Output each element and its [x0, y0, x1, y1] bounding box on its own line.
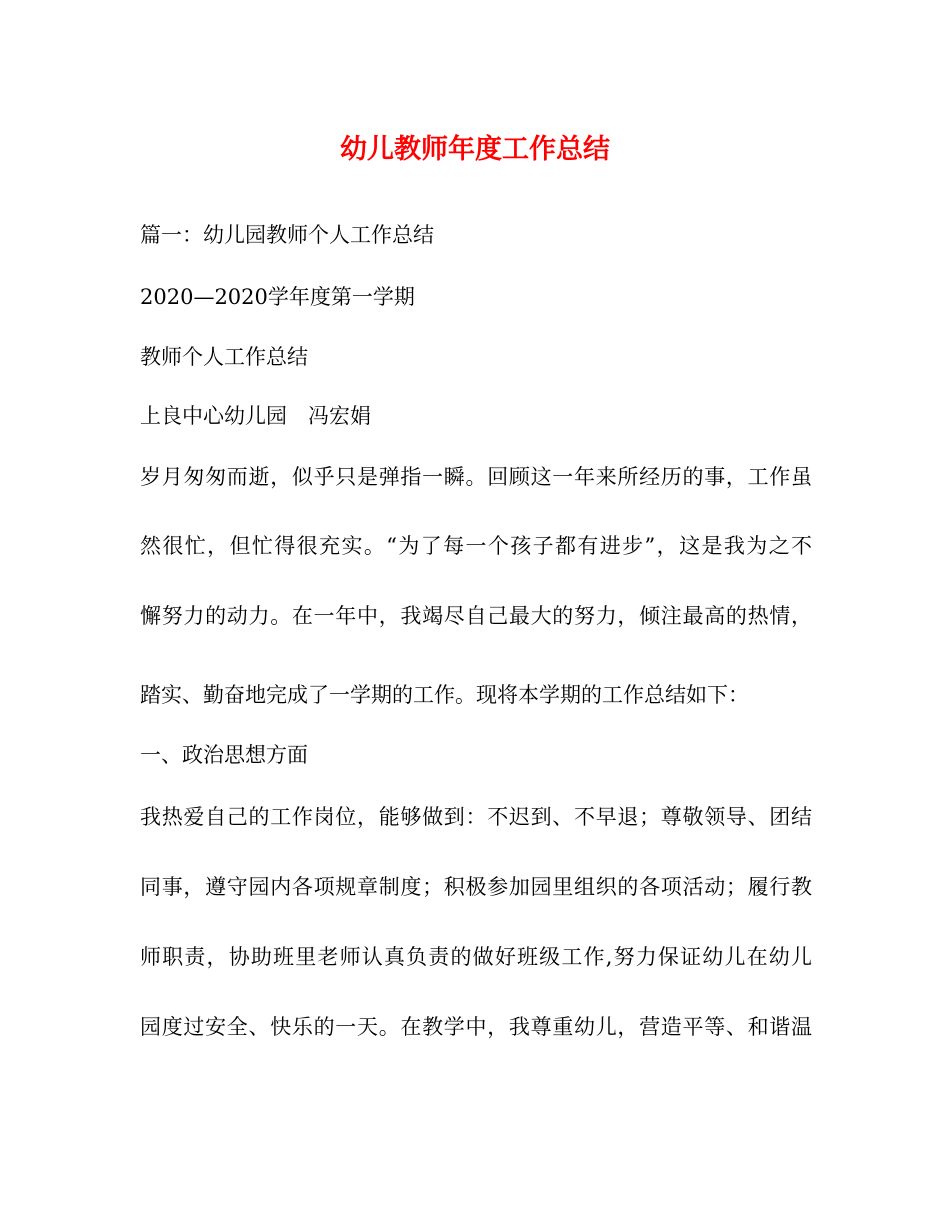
- document-title: 幼儿教师年度工作总结: [340, 134, 610, 165]
- paragraph-1-line-3: 懈努力的动力。在一年中，我竭尽自己最大的努力，倾注最高的热情，: [140, 604, 812, 628]
- section-heading-politics: 一、政治思想方面: [140, 743, 308, 767]
- paragraph-2-line-3: 师职责，协助班里老师认真负责的做好班级工作,努力保证幼儿在幼儿: [140, 945, 812, 969]
- school-year-line: 2020—2020学年度第一学期: [140, 285, 415, 309]
- author-line: 上良中心幼儿园 冯宏娟: [140, 404, 371, 428]
- paragraph-1-line-2: 然很忙，但忙得很充实。“为了每一个孩子都有进步”，这是我为之不: [140, 534, 812, 558]
- paragraph-1-line-4: 踏实、勤奋地完成了一学期的工作。现将本学期的工作总结如下：: [140, 683, 749, 707]
- paragraph-2-line-2: 同事，遵守园内各项规章制度；积极参加园里组织的各项活动；履行教: [140, 875, 812, 899]
- paragraph-2-line-4: 园度过安全、快乐的一天。在教学中，我尊重幼儿，营造平等、和谐温: [140, 1015, 812, 1039]
- paragraph-1-line-1: 岁月匆匆而逝，似乎只是弹指一瞬。回顾这一年来所经历的事，工作虽: [140, 465, 812, 489]
- section-heading-part-one: 篇一：幼儿园教师个人工作总结: [140, 223, 434, 247]
- paragraph-2-line-1: 我热爱自己的工作岗位，能够做到：不迟到、不早退；尊敬领导、团结: [140, 805, 812, 829]
- subtitle-line: 教师个人工作总结: [140, 345, 308, 369]
